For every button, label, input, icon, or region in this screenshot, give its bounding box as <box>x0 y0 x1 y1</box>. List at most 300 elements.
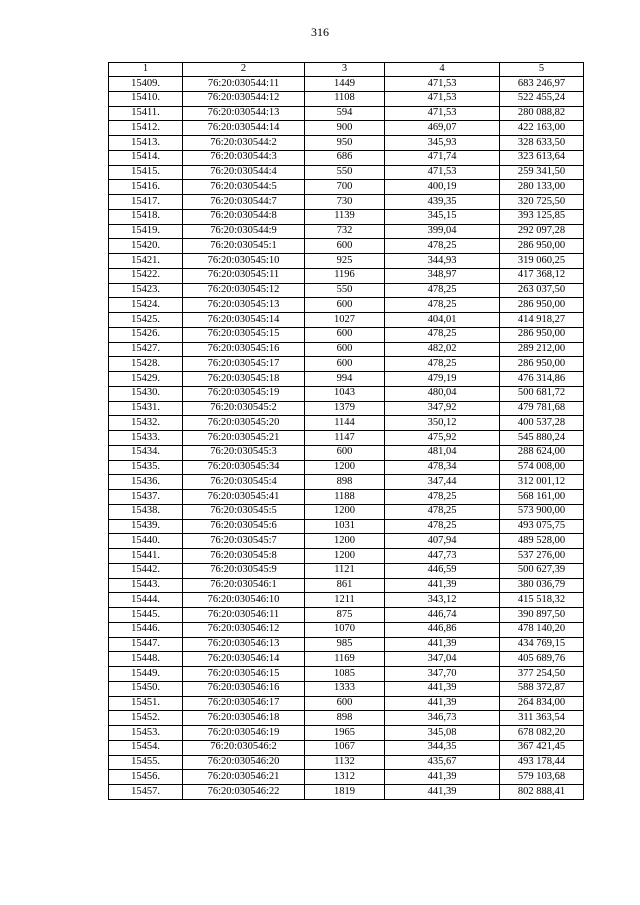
cadastral-value-cell: 367 421,45 <box>500 740 584 755</box>
row-number-cell: 15440. <box>109 534 183 549</box>
cadastral-value-cell: 320 725,50 <box>500 195 584 210</box>
cadastral-value-cell: 328 633,50 <box>500 136 584 151</box>
cadastral-number-cell: 76:20:030544:14 <box>183 121 305 136</box>
row-number-cell: 15422. <box>109 268 183 283</box>
row-number-cell: 15451. <box>109 696 183 711</box>
row-number-cell: 15411. <box>109 106 183 121</box>
row-number-cell: 15455. <box>109 755 183 770</box>
area-cell: 898 <box>305 475 385 490</box>
row-number-cell: 15423. <box>109 283 183 298</box>
area-cell: 550 <box>305 283 385 298</box>
table-row <box>109 652 584 667</box>
cadastral-value-cell: 500 627,39 <box>500 563 584 578</box>
cadastral-value-cell: 286 950,00 <box>500 357 584 372</box>
cadastral-value-cell: 545 880,24 <box>500 431 584 446</box>
specific-value-cell: 446,86 <box>385 622 500 637</box>
table-row <box>109 150 584 165</box>
cadastral-number-cell: 76:20:030545:11 <box>183 268 305 283</box>
cadastral-value-cell: 390 897,50 <box>500 608 584 623</box>
cadastral-value-cell: 478 140,20 <box>500 622 584 637</box>
cadastral-number-cell: 76:20:030544:8 <box>183 209 305 224</box>
row-number-cell: 15448. <box>109 652 183 667</box>
table-row <box>109 209 584 224</box>
area-cell: 550 <box>305 165 385 180</box>
area-cell: 875 <box>305 608 385 623</box>
row-number-cell: 15454. <box>109 740 183 755</box>
cadastral-number-cell: 76:20:030545:14 <box>183 313 305 328</box>
column-header-2: 2 <box>183 63 305 77</box>
cadastral-number-cell: 76:20:030546:18 <box>183 711 305 726</box>
area-cell: 700 <box>305 180 385 195</box>
cadastral-number-cell: 76:20:030544:5 <box>183 180 305 195</box>
cadastral-number-cell: 76:20:030546:1 <box>183 578 305 593</box>
table-row <box>109 386 584 401</box>
specific-value-cell: 446,59 <box>385 563 500 578</box>
cadastral-value-cell: 280 088,82 <box>500 106 584 121</box>
table-row <box>109 475 584 490</box>
specific-value-cell: 441,39 <box>385 696 500 711</box>
cadastral-number-cell: 76:20:030544:11 <box>183 77 305 92</box>
row-number-cell: 15409. <box>109 77 183 92</box>
cadastral-number-cell: 76:20:030546:15 <box>183 667 305 682</box>
row-number-cell: 15441. <box>109 549 183 564</box>
row-number-cell: 15445. <box>109 608 183 623</box>
specific-value-cell: 478,25 <box>385 327 500 342</box>
row-number-cell: 15418. <box>109 209 183 224</box>
cadastral-number-cell: 76:20:030544:3 <box>183 150 305 165</box>
cadastral-number-cell: 76:20:030545:10 <box>183 254 305 269</box>
specific-value-cell: 345,93 <box>385 136 500 151</box>
area-cell: 600 <box>305 357 385 372</box>
area-cell: 1027 <box>305 313 385 328</box>
specific-value-cell: 441,39 <box>385 785 500 800</box>
specific-value-cell: 439,35 <box>385 195 500 210</box>
table-row <box>109 490 584 505</box>
cadastral-number-cell: 76:20:030545:12 <box>183 283 305 298</box>
row-number-cell: 15424. <box>109 298 183 313</box>
specific-value-cell: 400,19 <box>385 180 500 195</box>
specific-value-cell: 441,39 <box>385 637 500 652</box>
cadastral-value-cell: 259 341,50 <box>500 165 584 180</box>
cadastral-number-cell: 76:20:030545:3 <box>183 445 305 460</box>
cadastral-value-cell: 323 613,64 <box>500 150 584 165</box>
cadastral-number-cell: 76:20:030544:13 <box>183 106 305 121</box>
cadastral-number-cell: 76:20:030545:20 <box>183 416 305 431</box>
area-cell: 1031 <box>305 519 385 534</box>
cadastral-number-cell: 76:20:030544:7 <box>183 195 305 210</box>
row-number-cell: 15446. <box>109 622 183 637</box>
cadastral-value-cell: 588 372,87 <box>500 681 584 696</box>
cadastral-value-table <box>108 62 584 800</box>
cadastral-value-cell: 417 368,12 <box>500 268 584 283</box>
cadastral-number-cell: 76:20:030546:2 <box>183 740 305 755</box>
table-row <box>109 681 584 696</box>
table-row <box>109 740 584 755</box>
specific-value-cell: 478,25 <box>385 283 500 298</box>
cadastral-value-cell: 286 950,00 <box>500 239 584 254</box>
specific-value-cell: 447,73 <box>385 549 500 564</box>
specific-value-cell: 481,04 <box>385 445 500 460</box>
specific-value-cell: 471,53 <box>385 91 500 106</box>
row-number-cell: 15457. <box>109 785 183 800</box>
specific-value-cell: 471,53 <box>385 165 500 180</box>
area-cell: 730 <box>305 195 385 210</box>
area-cell: 861 <box>305 578 385 593</box>
table-row <box>109 298 584 313</box>
row-number-cell: 15450. <box>109 681 183 696</box>
row-number-cell: 15444. <box>109 593 183 608</box>
cadastral-number-cell: 76:20:030546:19 <box>183 726 305 741</box>
row-number-cell: 15438. <box>109 504 183 519</box>
area-cell: 925 <box>305 254 385 269</box>
cadastral-number-cell: 76:20:030545:5 <box>183 504 305 519</box>
table-row <box>109 667 584 682</box>
cadastral-value-cell: 476 314,86 <box>500 372 584 387</box>
cadastral-number-cell: 76:20:030545:7 <box>183 534 305 549</box>
specific-value-cell: 471,53 <box>385 77 500 92</box>
table-row <box>109 224 584 239</box>
cadastral-value-cell: 288 624,00 <box>500 445 584 460</box>
cadastral-value-cell: 377 254,50 <box>500 667 584 682</box>
area-cell: 600 <box>305 298 385 313</box>
cadastral-number-cell: 76:20:030545:19 <box>183 386 305 401</box>
area-cell: 1379 <box>305 401 385 416</box>
area-cell: 1200 <box>305 549 385 564</box>
area-cell: 1449 <box>305 77 385 92</box>
row-number-cell: 15452. <box>109 711 183 726</box>
row-number-cell: 15432. <box>109 416 183 431</box>
table-row <box>109 136 584 151</box>
column-header-3: 3 <box>305 63 385 77</box>
table-row <box>109 504 584 519</box>
cadastral-number-cell: 76:20:030545:16 <box>183 342 305 357</box>
cadastral-number-cell: 76:20:030544:12 <box>183 91 305 106</box>
cadastral-value-cell: 292 097,28 <box>500 224 584 239</box>
cadastral-value-cell: 489 528,00 <box>500 534 584 549</box>
specific-value-cell: 347,70 <box>385 667 500 682</box>
specific-value-cell: 446,74 <box>385 608 500 623</box>
cadastral-value-cell: 280 133,00 <box>500 180 584 195</box>
cadastral-number-cell: 76:20:030546:11 <box>183 608 305 623</box>
table-row <box>109 106 584 121</box>
area-cell: 732 <box>305 224 385 239</box>
cadastral-value-cell: 286 950,00 <box>500 298 584 313</box>
table-row <box>109 519 584 534</box>
area-cell: 1965 <box>305 726 385 741</box>
specific-value-cell: 347,04 <box>385 652 500 667</box>
cadastral-number-cell: 76:20:030545:1 <box>183 239 305 254</box>
specific-value-cell: 399,04 <box>385 224 500 239</box>
cadastral-number-cell: 76:20:030545:15 <box>183 327 305 342</box>
table-row <box>109 401 584 416</box>
table-row <box>109 785 584 800</box>
specific-value-cell: 480,04 <box>385 386 500 401</box>
row-number-cell: 15410. <box>109 91 183 106</box>
specific-value-cell: 407,94 <box>385 534 500 549</box>
specific-value-cell: 478,25 <box>385 357 500 372</box>
cadastral-number-cell: 76:20:030546:16 <box>183 681 305 696</box>
area-cell: 1196 <box>305 268 385 283</box>
cadastral-value-cell: 479 781,68 <box>500 401 584 416</box>
row-number-cell: 15456. <box>109 770 183 785</box>
cadastral-number-cell: 76:20:030545:41 <box>183 490 305 505</box>
specific-value-cell: 344,35 <box>385 740 500 755</box>
cadastral-value-cell: 289 212,00 <box>500 342 584 357</box>
cadastral-number-cell: 76:20:030546:12 <box>183 622 305 637</box>
table-row <box>109 313 584 328</box>
specific-value-cell: 435,67 <box>385 755 500 770</box>
row-number-cell: 15436. <box>109 475 183 490</box>
row-number-cell: 15449. <box>109 667 183 682</box>
table-row <box>109 563 584 578</box>
table-row <box>109 91 584 106</box>
row-number-cell: 15443. <box>109 578 183 593</box>
cadastral-value-cell: 579 103,68 <box>500 770 584 785</box>
specific-value-cell: 475,92 <box>385 431 500 446</box>
row-number-cell: 15415. <box>109 165 183 180</box>
table-row <box>109 180 584 195</box>
row-number-cell: 15419. <box>109 224 183 239</box>
cadastral-number-cell: 76:20:030545:6 <box>183 519 305 534</box>
area-cell: 1043 <box>305 386 385 401</box>
area-cell: 686 <box>305 150 385 165</box>
specific-value-cell: 441,39 <box>385 578 500 593</box>
cadastral-number-cell: 76:20:030545:13 <box>183 298 305 313</box>
row-number-cell: 15453. <box>109 726 183 741</box>
cadastral-number-cell: 76:20:030546:21 <box>183 770 305 785</box>
specific-value-cell: 479,19 <box>385 372 500 387</box>
cadastral-number-cell: 76:20:030546:13 <box>183 637 305 652</box>
specific-value-cell: 344,93 <box>385 254 500 269</box>
table-row <box>109 357 584 372</box>
column-header-1: 1 <box>109 63 183 77</box>
cadastral-value-cell: 393 125,85 <box>500 209 584 224</box>
specific-value-cell: 478,34 <box>385 460 500 475</box>
area-cell: 1188 <box>305 490 385 505</box>
table-row <box>109 549 584 564</box>
area-cell: 1200 <box>305 534 385 549</box>
cadastral-number-cell: 76:20:030546:22 <box>183 785 305 800</box>
table-row <box>109 608 584 623</box>
area-cell: 594 <box>305 106 385 121</box>
specific-value-cell: 478,25 <box>385 298 500 313</box>
cadastral-value-cell: 500 681,72 <box>500 386 584 401</box>
specific-value-cell: 404,01 <box>385 313 500 328</box>
cadastral-value-cell: 422 163,00 <box>500 121 584 136</box>
area-cell: 1312 <box>305 770 385 785</box>
area-cell: 1169 <box>305 652 385 667</box>
row-number-cell: 15431. <box>109 401 183 416</box>
table-row <box>109 268 584 283</box>
row-number-cell: 15437. <box>109 490 183 505</box>
area-cell: 1333 <box>305 681 385 696</box>
area-cell: 600 <box>305 239 385 254</box>
table-row <box>109 622 584 637</box>
cadastral-number-cell: 76:20:030545:9 <box>183 563 305 578</box>
area-cell: 1067 <box>305 740 385 755</box>
cadastral-number-cell: 76:20:030545:2 <box>183 401 305 416</box>
row-number-cell: 15416. <box>109 180 183 195</box>
specific-value-cell: 478,25 <box>385 490 500 505</box>
row-number-cell: 15447. <box>109 637 183 652</box>
cadastral-value-cell: 802 888,41 <box>500 785 584 800</box>
area-cell: 1200 <box>305 504 385 519</box>
table-row <box>109 195 584 210</box>
table-row <box>109 239 584 254</box>
specific-value-cell: 347,44 <box>385 475 500 490</box>
table-row <box>109 431 584 446</box>
cadastral-number-cell: 76:20:030546:10 <box>183 593 305 608</box>
row-number-cell: 15425. <box>109 313 183 328</box>
specific-value-cell: 469,07 <box>385 121 500 136</box>
table-row <box>109 327 584 342</box>
table-row <box>109 283 584 298</box>
table-row <box>109 578 584 593</box>
area-cell: 1819 <box>305 785 385 800</box>
cadastral-number-cell: 76:20:030546:20 <box>183 755 305 770</box>
cadastral-value-cell: 264 834,00 <box>500 696 584 711</box>
cadastral-value-cell: 493 075,75 <box>500 519 584 534</box>
area-cell: 985 <box>305 637 385 652</box>
cadastral-value-cell: 493 178,44 <box>500 755 584 770</box>
cadastral-number-cell: 76:20:030546:17 <box>183 696 305 711</box>
specific-value-cell: 478,25 <box>385 504 500 519</box>
table-row <box>109 755 584 770</box>
row-number-cell: 15421. <box>109 254 183 269</box>
table-row <box>109 534 584 549</box>
cadastral-value-cell: 574 008,00 <box>500 460 584 475</box>
specific-value-cell: 441,39 <box>385 770 500 785</box>
row-number-cell: 15426. <box>109 327 183 342</box>
cadastral-value-cell: 311 363,54 <box>500 711 584 726</box>
area-cell: 1070 <box>305 622 385 637</box>
cadastral-number-cell: 76:20:030545:18 <box>183 372 305 387</box>
row-number-cell: 15433. <box>109 431 183 446</box>
row-number-cell: 15428. <box>109 357 183 372</box>
table-row <box>109 770 584 785</box>
table-row <box>109 460 584 475</box>
area-cell: 900 <box>305 121 385 136</box>
cadastral-number-cell: 76:20:030545:8 <box>183 549 305 564</box>
specific-value-cell: 348,97 <box>385 268 500 283</box>
area-cell: 1211 <box>305 593 385 608</box>
area-cell: 600 <box>305 327 385 342</box>
cadastral-value-cell: 522 455,24 <box>500 91 584 106</box>
row-number-cell: 15427. <box>109 342 183 357</box>
specific-value-cell: 350,12 <box>385 416 500 431</box>
cadastral-value-cell: 319 060,25 <box>500 254 584 269</box>
row-number-cell: 15442. <box>109 563 183 578</box>
row-number-cell: 15435. <box>109 460 183 475</box>
cadastral-value-cell: 400 537,28 <box>500 416 584 431</box>
specific-value-cell: 346,73 <box>385 711 500 726</box>
table-body <box>109 77 584 800</box>
column-header-4: 4 <box>385 63 500 77</box>
cadastral-value-cell: 312 001,12 <box>500 475 584 490</box>
cadastral-value-cell: 434 769,15 <box>500 637 584 652</box>
cadastral-value-cell: 286 950,00 <box>500 327 584 342</box>
cadastral-value-cell: 405 689,76 <box>500 652 584 667</box>
cadastral-value-cell: 678 082,20 <box>500 726 584 741</box>
row-number-cell: 15430. <box>109 386 183 401</box>
table-row <box>109 416 584 431</box>
area-cell: 1132 <box>305 755 385 770</box>
cadastral-number-cell: 76:20:030544:9 <box>183 224 305 239</box>
area-cell: 1144 <box>305 416 385 431</box>
table-header-row <box>109 63 584 77</box>
table-row <box>109 711 584 726</box>
specific-value-cell: 471,53 <box>385 106 500 121</box>
specific-value-cell: 478,25 <box>385 519 500 534</box>
table-row <box>109 726 584 741</box>
specific-value-cell: 343,12 <box>385 593 500 608</box>
column-header-5: 5 <box>500 63 584 77</box>
specific-value-cell: 471,74 <box>385 150 500 165</box>
cadastral-value-cell: 573 900,00 <box>500 504 584 519</box>
cadastral-value-cell: 415 518,32 <box>500 593 584 608</box>
table-row <box>109 121 584 136</box>
cadastral-number-cell: 76:20:030546:14 <box>183 652 305 667</box>
table-row <box>109 593 584 608</box>
row-number-cell: 15439. <box>109 519 183 534</box>
area-cell: 600 <box>305 342 385 357</box>
cadastral-value-cell: 683 246,97 <box>500 77 584 92</box>
specific-value-cell: 441,39 <box>385 681 500 696</box>
area-cell: 1108 <box>305 91 385 106</box>
row-number-cell: 15413. <box>109 136 183 151</box>
specific-value-cell: 345,15 <box>385 209 500 224</box>
table-row <box>109 165 584 180</box>
area-cell: 1121 <box>305 563 385 578</box>
area-cell: 1085 <box>305 667 385 682</box>
row-number-cell: 15420. <box>109 239 183 254</box>
cadastral-value-cell: 414 918,27 <box>500 313 584 328</box>
area-cell: 1139 <box>305 209 385 224</box>
table-row <box>109 445 584 460</box>
cadastral-value-cell: 537 276,00 <box>500 549 584 564</box>
area-cell: 994 <box>305 372 385 387</box>
row-number-cell: 15417. <box>109 195 183 210</box>
table-row <box>109 77 584 92</box>
cadastral-number-cell: 76:20:030544:2 <box>183 136 305 151</box>
cadastral-number-cell: 76:20:030545:34 <box>183 460 305 475</box>
cadastral-value-cell: 568 161,00 <box>500 490 584 505</box>
specific-value-cell: 482,02 <box>385 342 500 357</box>
row-number-cell: 15412. <box>109 121 183 136</box>
area-cell: 1147 <box>305 431 385 446</box>
specific-value-cell: 345,08 <box>385 726 500 741</box>
page-number: 316 <box>311 25 329 39</box>
table-row <box>109 637 584 652</box>
table-row <box>109 254 584 269</box>
cadastral-number-cell: 76:20:030545:17 <box>183 357 305 372</box>
table-row <box>109 696 584 711</box>
cadastral-value-cell: 263 037,50 <box>500 283 584 298</box>
specific-value-cell: 478,25 <box>385 239 500 254</box>
area-cell: 1200 <box>305 460 385 475</box>
cadastral-number-cell: 76:20:030545:4 <box>183 475 305 490</box>
row-number-cell: 15429. <box>109 372 183 387</box>
table-row <box>109 372 584 387</box>
area-cell: 898 <box>305 711 385 726</box>
row-number-cell: 15414. <box>109 150 183 165</box>
cadastral-value-cell: 380 036,79 <box>500 578 584 593</box>
table-row <box>109 342 584 357</box>
area-cell: 600 <box>305 445 385 460</box>
specific-value-cell: 347,92 <box>385 401 500 416</box>
cadastral-number-cell: 76:20:030545:21 <box>183 431 305 446</box>
area-cell: 600 <box>305 696 385 711</box>
